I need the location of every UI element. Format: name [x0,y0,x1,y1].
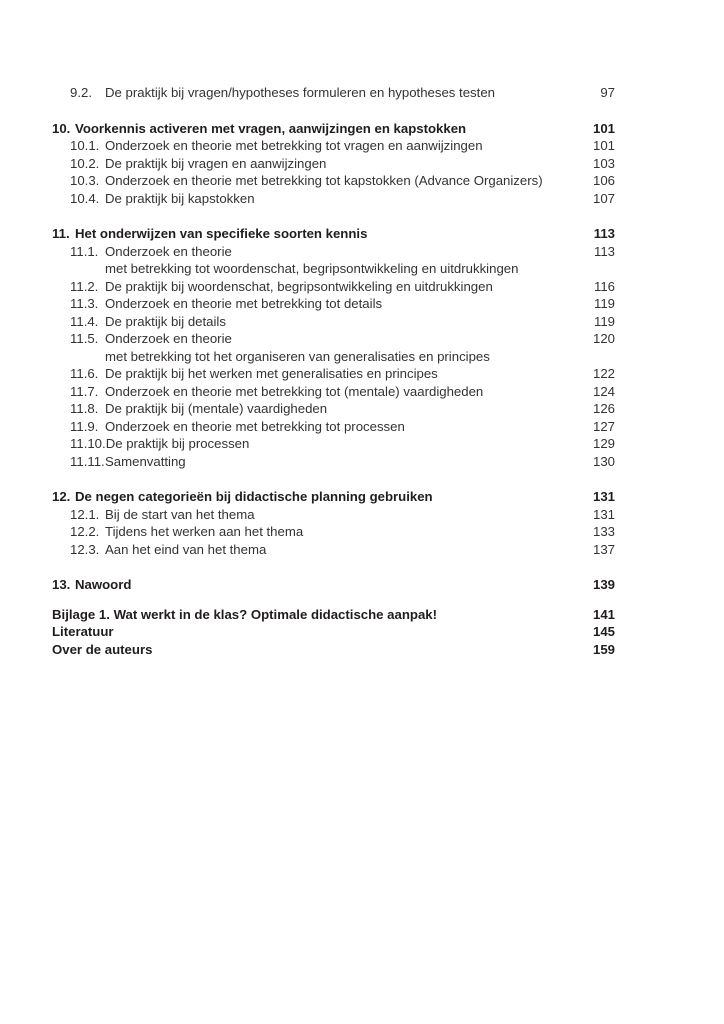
toc-entry-page: 131 [592,506,615,522]
toc-entry-number: 12.2. [70,524,100,539]
toc-entry-number: 10.1. [70,138,100,153]
toc-entry-title: Het onderwijzen van specifieke soorten kennis [75,226,368,241]
toc-entry-number: 11.4. [70,313,99,329]
toc-entry-page: 129 [592,436,615,451]
toc-entry-title: Bijlage 1. Wat werkt in de klas? Optimale didactische aanpak! [52,606,437,622]
toc-entry [52,84,615,102]
toc-entry-number: 11.11. [70,453,105,469]
toc-entry-title: Onderzoek en theorie met betrekking tot details [105,296,383,311]
toc-entry [52,488,615,506]
toc-entry [52,576,615,594]
toc-entry-page: 113 [593,243,615,259]
toc-entry-title: De praktijk bij (mentale) vaardigheden [105,401,328,416]
toc-entry-number: 11.7. [70,383,99,399]
toc-entry-page: 133 [592,524,615,539]
toc-entry [52,418,615,436]
toc-entry-number: 12. [52,489,71,504]
table-of-contents [52,84,615,658]
toc-entry-page: 119 [593,313,615,329]
toc-entry [52,523,615,541]
toc-entry [52,313,615,331]
toc-entry-page: 119 [593,296,615,311]
toc-entry-page: 127 [592,418,615,434]
toc-entry-number: 13. [52,577,71,592]
toc-entry-number: 12.1. [70,506,100,522]
toc-entry-title: De praktijk bij het werken met generalisaties en principes [105,366,438,381]
toc-entry-number: 11.2. [70,278,99,294]
toc-entry [52,260,615,278]
toc-entry-title: Onderzoek en theorie [105,243,232,259]
toc-entry-title: Tijdens het werken aan het thema [105,524,304,539]
toc-entry-page: 120 [592,331,615,346]
toc-entry-page: 107 [592,190,615,206]
toc-entry-title: Nawoord [75,577,132,592]
toc-entry [52,348,615,366]
toc-entry-title: De praktijk bij vragen en aanwijzingen [105,155,327,171]
toc-entry-number: 10.4. [70,190,100,206]
toc-entry-title: Onderzoek en theorie met betrekking tot (mentale) vaardigheden [105,383,484,399]
toc-entry-number: 11.10. [70,436,106,451]
toc-entry-page: 141 [592,606,615,622]
toc-entry-title: De negen categorieën bij didactische planning gebruiken [75,489,433,504]
toc-entry-number: 11.3. [70,296,99,311]
toc-entry-title: Over de auteurs [52,641,153,657]
toc-entry [52,190,615,208]
toc-entry-title: Onderzoek en theorie [105,331,232,346]
toc-entry-page: 131 [592,489,615,504]
toc-entry-page: 130 [592,453,615,469]
toc-entry-number: 11.9. [70,418,99,434]
toc-entry-page: 106 [592,173,615,188]
toc-entry-page: 126 [592,401,615,416]
toc-entry-page: 139 [592,577,615,592]
toc-entry-title: De praktijk bij woordenschat, begripsontwikkeling en uitdrukkingen [105,278,493,294]
toc-entry [52,172,615,190]
toc-entry-number: 11.5. [70,331,99,346]
toc-entry-page: 103 [592,155,615,171]
toc-entry [52,383,615,401]
toc-entry-number: 9.2. [70,85,92,100]
toc-entry-number: 12.3. [70,541,100,557]
toc-entry-page: 101 [592,120,615,136]
toc-entry [52,453,615,471]
toc-entry-title: De praktijk bij details [105,313,226,329]
toc-entry-page: 137 [592,541,615,557]
toc-entry-title: De praktijk bij processen [105,436,250,451]
toc-entry [52,506,615,524]
toc-entry-page: 101 [592,138,615,153]
toc-entry-title: Onderzoek en theorie met betrekking tot vragen en aanwijzingen [105,138,483,153]
toc-entry-number: 11.8. [70,401,99,416]
toc-entry [52,400,615,418]
toc-entry-title: Voorkennis activeren met vragen, aanwijzingen en kapstokken [75,120,467,136]
toc-entry-title: De praktijk bij kapstokken [105,190,255,206]
toc-entry [52,365,615,383]
toc-entry-number: 11.1. [70,243,99,259]
toc-entry-number: 10.3. [70,173,100,188]
toc-entry-page: 116 [593,278,615,294]
toc-entry [52,541,615,559]
toc-entry [52,295,615,313]
toc-entry-title: Aan het eind van het thema [105,541,267,557]
toc-entry-title: Literatuur [52,624,114,639]
toc-entry [52,278,615,296]
toc-entry-title: Onderzoek en theorie met betrekking tot kapstokken (Advance Organizers) [105,173,543,188]
toc-entry-page: 159 [592,641,615,657]
toc-entry [52,435,615,453]
toc-entry-title: met betrekking tot woordenschat, begripsontwikkeling en uitdrukkingen [105,261,519,276]
toc-entry-title: De praktijk bij vragen/hypotheses formuleren en hypotheses testen [105,85,495,100]
toc-entry-number: 10. [52,120,71,136]
toc-entry-title: Bij de start van het thema [105,506,255,522]
toc-entry [52,225,615,243]
toc-entry-title: met betrekking tot het organiseren van generalisaties en principes [105,348,490,364]
toc-entry-page: 122 [592,366,615,381]
toc-entry-page: 113 [593,226,615,241]
toc-entry [52,155,615,173]
toc-entry-title: Samenvatting [105,453,186,469]
toc-entry [52,330,615,348]
toc-entry-title: Onderzoek en theorie met betrekking tot processen [105,418,405,434]
toc-entry-number: 10.2. [70,155,100,171]
toc-entry [52,120,615,138]
toc-entry [52,606,615,624]
toc-entry [52,243,615,261]
toc-entry-page: 124 [592,383,615,399]
toc-entry [52,623,615,641]
toc-entry [52,137,615,155]
toc-entry-page: 145 [592,624,615,639]
toc-entry-number: 11.6. [70,366,99,381]
toc-entry-page: 97 [600,85,615,100]
toc-entry-number: 11. [52,226,70,241]
toc-entry [52,641,615,659]
